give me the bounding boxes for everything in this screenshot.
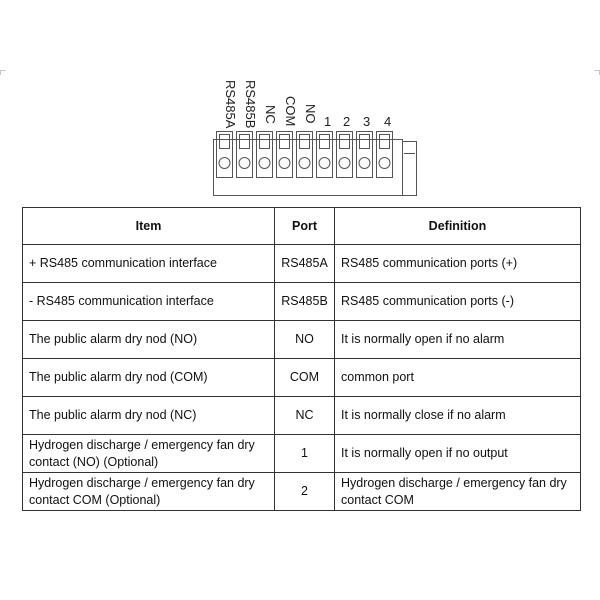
pin-label-rs485b: RS485B <box>243 80 258 129</box>
cell-port: NO <box>275 321 335 359</box>
table-header-row <box>23 208 581 245</box>
header-definition: Definition <box>335 208 581 245</box>
cell-port: COM <box>275 359 335 397</box>
cell-item: - RS485 communication interface <box>23 283 275 321</box>
terminal-block-latch <box>403 142 417 196</box>
cell-item: Hydrogen discharge / emergency fan dry contact (NO) (Optional) <box>23 435 275 473</box>
cell-definition: common port <box>335 359 581 397</box>
cell-definition: It is normally close if no alarm <box>335 397 581 435</box>
cell-item: The public alarm dry nod (NO) <box>23 321 275 359</box>
cell-item: The public alarm dry nod (COM) <box>23 359 275 397</box>
cell-port: 1 <box>275 435 335 473</box>
pin-label-com: COM <box>283 96 298 127</box>
pin-label-4: 4 <box>384 114 392 129</box>
cell-definition: RS485 communication ports (+) <box>335 245 581 283</box>
terminal-slot <box>317 132 333 178</box>
table-row <box>23 321 581 359</box>
terminal-slot <box>257 132 273 178</box>
cell-item: + RS485 communication interface <box>23 245 275 283</box>
cell-port: NC <box>275 397 335 435</box>
cell-port: 2 <box>275 473 335 511</box>
cell-port: RS485A <box>275 245 335 283</box>
pin-label-nc: NC <box>263 105 278 124</box>
cell-item: The public alarm dry nod (NC) <box>23 397 275 435</box>
header-item: Item <box>23 208 275 245</box>
header-port: Port <box>275 208 335 245</box>
pin-label-no: NO <box>303 104 318 124</box>
table-row <box>23 359 581 397</box>
terminal-slot <box>237 132 253 178</box>
table-row <box>23 283 581 321</box>
terminal-slot <box>337 132 353 178</box>
terminal-block-diagram <box>213 131 420 197</box>
port-definition-table <box>22 207 581 511</box>
cell-port: RS485B <box>275 283 335 321</box>
pin-label-1: 1 <box>324 114 332 129</box>
table-row <box>23 473 581 511</box>
table-row <box>23 397 581 435</box>
pin-label-3: 3 <box>363 114 371 129</box>
pin-label-rs485a: RS485A <box>223 80 238 129</box>
cell-item: Hydrogen discharge / emergency fan dry contact COM (Optional) <box>23 473 275 511</box>
terminal-slot <box>297 132 313 178</box>
table-row <box>23 435 581 473</box>
cell-definition: It is normally open if no alarm <box>335 321 581 359</box>
terminal-slot <box>217 132 233 178</box>
cell-definition: Hydrogen discharge / emergency fan dry contact COM <box>335 473 581 511</box>
terminal-slot <box>377 132 393 178</box>
terminal-slot <box>357 132 373 178</box>
terminal-slot <box>277 132 293 178</box>
cell-definition: It is normally open if no output <box>335 435 581 473</box>
pin-label-2: 2 <box>343 114 351 129</box>
table-row <box>23 245 581 283</box>
cell-definition: RS485 communication ports (-) <box>335 283 581 321</box>
crop-mark-top-left-v <box>0 70 1 75</box>
